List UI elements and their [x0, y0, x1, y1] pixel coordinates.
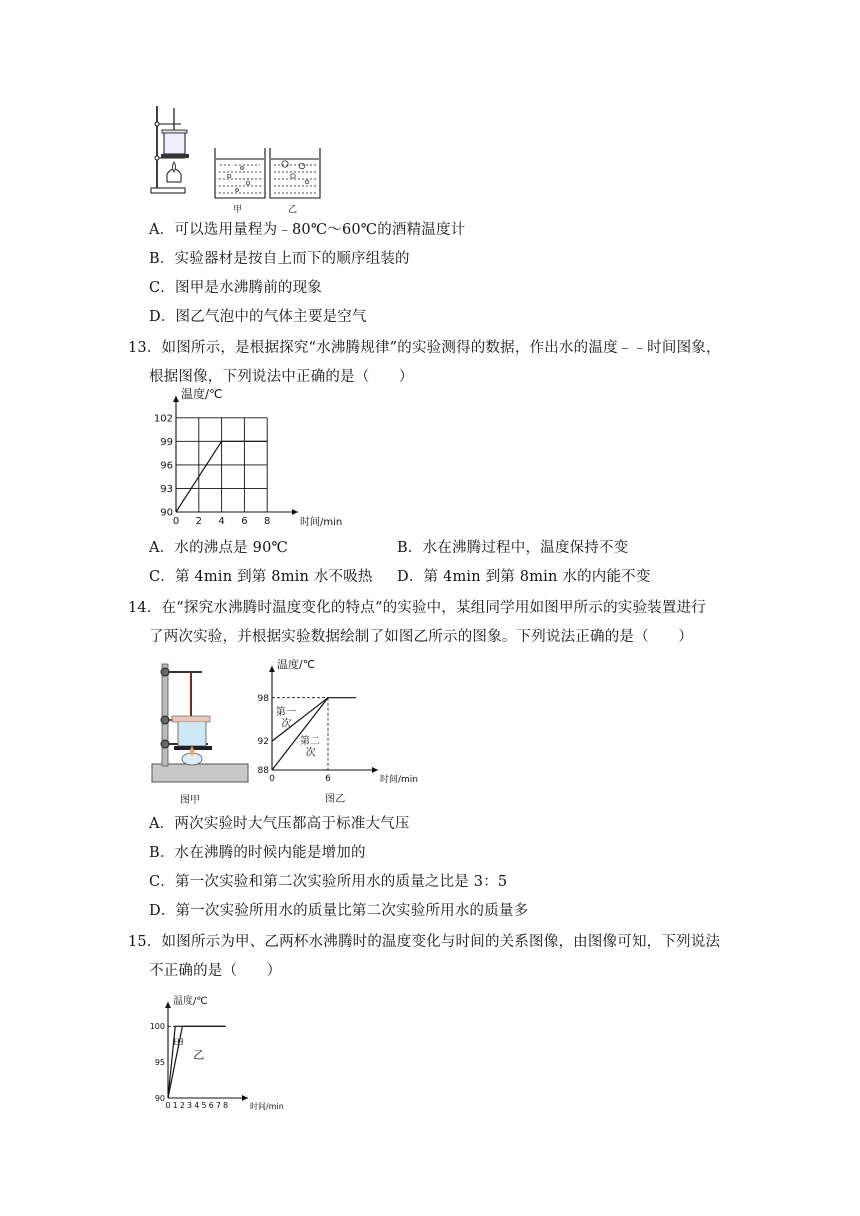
q12-option-b: B．实验器材是按自上而下的顺序组装的 [149, 251, 410, 267]
q15-chart-y-axis-arrow [165, 1002, 171, 1008]
q15-chart-y-tick-label: 100 [149, 1022, 165, 1032]
q14-label-figure-yi: 图乙 [325, 794, 346, 805]
q13-option-b: B．水在沸腾过程中，温度保持不变 [397, 540, 629, 556]
q12-option-c: C．图甲是水沸腾前的现象 [149, 280, 322, 296]
q14-chart-x-axis-arrow [372, 767, 378, 773]
q14-stem-line2: 了两次实验，并根据实验数据绘制了如图乙所示的图象。下列说法正确的是（ ） [149, 629, 693, 645]
q14-chart-y-tick-label: 92 [257, 737, 269, 748]
q14-chart-x-tick-label: 0 [269, 774, 275, 784]
q15-chart-x-tick-label: 7 [215, 1101, 221, 1110]
q15-chart-x-tick-label: 2 [179, 1101, 185, 1110]
q15-chart [150, 990, 290, 1112]
q13-chart-x-axis-arrow [292, 509, 298, 515]
q15-chart-x-tick-label: 8 [223, 1101, 229, 1110]
q14-chart-y-axis-arrow [269, 666, 275, 672]
q14-apparatus-figure [150, 658, 250, 806]
q14-chart-y-axis-label: 温度/℃ [277, 658, 316, 671]
q14-option-d: D．第一次实验所用水的质量比第二次实验所用水的质量多 [149, 903, 529, 919]
q15-chart-y-tick-label: 90 [154, 1093, 165, 1103]
q15-chart-y-axis-label: 温度/℃ [173, 996, 208, 1007]
q12-option-d: D．图乙气泡中的气体主要是空气 [149, 309, 367, 325]
q12-apparatus-figure [145, 102, 340, 217]
q14-chart-series-label-2a: 第二 [300, 735, 320, 747]
q14-option-c: C．第一次实验和第二次实验所用水的质量之比是 3：5 [149, 874, 508, 890]
q13-chart-y-tick-label: 90 [160, 507, 173, 519]
q14-chart-series-label-1b: 次 [281, 718, 292, 730]
q13-chart-x-axis-label: 时间/min [300, 517, 343, 528]
q15-chart-x-tick-label: 3 [187, 1101, 193, 1110]
q15-chart-x-tick-label: 5 [201, 1101, 207, 1110]
q15-chart-x-tick-label: 1 [172, 1101, 178, 1110]
q13-chart-x-tick-label: 4 [218, 516, 225, 527]
q15-chart-x-tick-label: 6 [208, 1101, 214, 1110]
q13-chart-x-tick-label: 6 [241, 516, 248, 527]
q15-chart-series-label-jia: 甲 [173, 1037, 185, 1051]
q14-label-figure-jia: 图甲 [180, 795, 200, 806]
q15-chart-x-tick-label: 4 [194, 1101, 200, 1110]
q13-chart-y-axis-label: 温度/℃ [181, 387, 223, 401]
q15-stem-line2: 不正确的是（ ） [149, 963, 282, 979]
q15-chart-x-axis-label: 时间/min [250, 1102, 284, 1111]
q13-stem-line1: 13．如图所示，是根据探究“水沸腾规律”的实验测得的数据，作出水的温度﹣﹣时间图象， [128, 340, 721, 356]
q13-option-a: A．水的沸点是 90℃ [149, 540, 288, 556]
q14-stem-line1: 14．在“探究水沸腾时温度变化的特点“的实验中，某组同学用如图甲所示的实验装置进行 [128, 600, 706, 616]
q14-chart-y-tick-label: 98 [257, 693, 269, 704]
q14-chart-series-label-2b: 次 [305, 747, 316, 759]
q15-chart-x-tick-label: 0 [165, 1101, 171, 1110]
q12-label-jia: 甲 [233, 205, 243, 215]
q13-chart-x-tick-label: 2 [195, 516, 202, 527]
q13-chart-y-axis-arrow [173, 396, 179, 402]
q14-option-a: A．两次实验时大气压都高于标准大气压 [149, 816, 410, 832]
q15-chart-series-label-yi: 乙 [193, 1048, 205, 1062]
q13-chart-y-tick-label: 99 [160, 436, 173, 448]
q14-chart-x-tick-label: 6 [325, 774, 331, 784]
q13-chart-y-tick-label: 102 [153, 413, 173, 425]
q14-chart-x-axis-label: 时间/min [380, 775, 419, 785]
q15-stem-line1: 15．如图所示为甲、乙两杯水沸腾时的温度变化与时间的关系图像，由图像可知，下列说法 [128, 934, 721, 950]
q13-option-c: C．第 4min 到第 8min 水不吸热 [149, 569, 373, 585]
q13-stem-line2: 根据图像，下列说法中正确的是（ ） [149, 369, 414, 385]
q14-chart-series-label-1a: 第一 [275, 707, 296, 719]
q13-chart-x-tick-label: 8 [264, 516, 271, 527]
q12-option-a: A．可以选用量程为﹣80℃～60℃的酒精温度计 [149, 222, 466, 238]
q12-label-yi: 乙 [288, 205, 298, 215]
q15-chart-x-axis-arrow [242, 1095, 248, 1101]
q13-chart-x-tick-label: 0 [172, 516, 180, 527]
q15-chart-y-tick-label: 95 [154, 1057, 165, 1067]
q14-option-b: B．水在沸腾的时候内能是增加的 [149, 845, 366, 861]
q14-chart-y-tick-label: 88 [257, 766, 269, 777]
q13-chart-y-tick-label: 96 [160, 460, 173, 472]
q13-chart-y-tick-label: 93 [160, 483, 173, 495]
q14-chart [252, 656, 432, 806]
q13-chart [150, 387, 343, 530]
q13-option-d: D．第 4min 到第 8min 水的内能不变 [397, 569, 651, 585]
